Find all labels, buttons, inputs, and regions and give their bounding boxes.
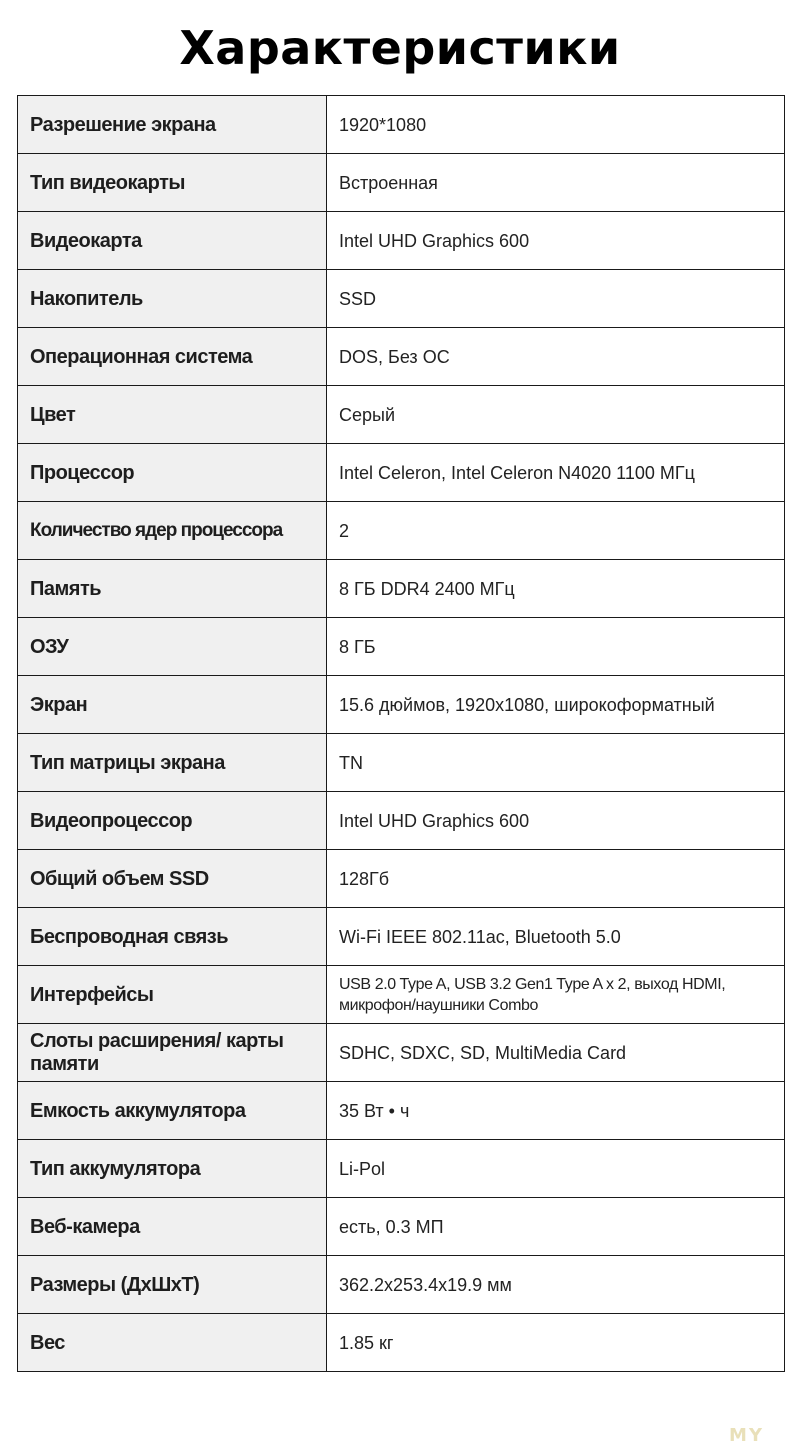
- spec-value: 128Гб: [327, 850, 785, 908]
- table-row: [18, 212, 785, 270]
- page-title: Характеристики: [179, 21, 621, 75]
- table-row: [18, 676, 785, 734]
- spec-value: DOS, Без ОС: [327, 328, 785, 386]
- spec-label: Тип аккумулятора: [18, 1140, 327, 1198]
- spec-label: Количество ядер процессора: [18, 502, 327, 560]
- spec-label: ОЗУ: [18, 618, 327, 676]
- spec-label: Память: [18, 560, 327, 618]
- table-row: [18, 908, 785, 966]
- table-row: [18, 1256, 785, 1314]
- spec-value: SDHC, SDXC, SD, MultiMedia Card: [327, 1024, 785, 1082]
- spec-label: Экран: [18, 676, 327, 734]
- table-row: [18, 444, 785, 502]
- table-row: [18, 502, 785, 560]
- table-row: [18, 386, 785, 444]
- spec-label: Видеопроцессор: [18, 792, 327, 850]
- table-row: [18, 850, 785, 908]
- table-row: [18, 270, 785, 328]
- spec-value: Intel UHD Graphics 600: [327, 212, 785, 270]
- table-row: [18, 154, 785, 212]
- spec-value: 362.2x253.4x19.9 мм: [327, 1256, 785, 1314]
- spec-label: Разрешение экрана: [18, 96, 327, 154]
- spec-value: Intel UHD Graphics 600: [327, 792, 785, 850]
- spec-value: Intel Celeron, Intel Celeron N4020 1100 МГц: [327, 444, 785, 502]
- spec-label: Слоты расширения/ карты памяти: [18, 1024, 327, 1082]
- spec-label: Веб-камера: [18, 1198, 327, 1256]
- table-row: [18, 1024, 785, 1082]
- table-row: [18, 792, 785, 850]
- spec-value: TN: [327, 734, 785, 792]
- spec-label: Видеокарта: [18, 212, 327, 270]
- table-row: [18, 328, 785, 386]
- table-row: [18, 96, 785, 154]
- table-row: [18, 1082, 785, 1140]
- table-row: [18, 966, 785, 1024]
- spec-label: Интерфейсы: [18, 966, 327, 1024]
- spec-value: 35 Вт • ч: [327, 1082, 785, 1140]
- table-row: [18, 1314, 785, 1372]
- spec-label: Тип видеокарты: [18, 154, 327, 212]
- spec-value: 1.85 кг: [327, 1314, 785, 1372]
- spec-table: [17, 95, 785, 1372]
- spec-value: 8 ГБ: [327, 618, 785, 676]
- spec-label: Цвет: [18, 386, 327, 444]
- watermark: MY: [729, 1425, 764, 1446]
- table-row: [18, 1140, 785, 1198]
- spec-value: есть, 0.3 МП: [327, 1198, 785, 1256]
- spec-value: 1920*1080: [327, 96, 785, 154]
- spec-label: Общий объем SSD: [18, 850, 327, 908]
- spec-label: Беспроводная связь: [18, 908, 327, 966]
- spec-value: Встроенная: [327, 154, 785, 212]
- spec-label: Накопитель: [18, 270, 327, 328]
- spec-value: Li-Pol: [327, 1140, 785, 1198]
- spec-value: 8 ГБ DDR4 2400 МГц: [327, 560, 785, 618]
- table-row: [18, 560, 785, 618]
- table-row: [18, 618, 785, 676]
- spec-label: Процессор: [18, 444, 327, 502]
- spec-value: Серый: [327, 386, 785, 444]
- spec-value: USB 2.0 Type A, USB 3.2 Gen1 Type A x 2, выход HDMI, микрофон/наушники Combo: [327, 966, 785, 1024]
- spec-label: Операционная система: [18, 328, 327, 386]
- spec-value: 2: [327, 502, 785, 560]
- spec-value: Wi-Fi IEEE 802.11ac, Bluetooth 5.0: [327, 908, 785, 966]
- spec-label: Емкость аккумулятора: [18, 1082, 327, 1140]
- table-row: [18, 1198, 785, 1256]
- spec-label: Тип матрицы экрана: [18, 734, 327, 792]
- spec-label: Размеры (ДхШхТ): [18, 1256, 327, 1314]
- spec-value: 15.6 дюймов, 1920x1080, широкоформатный: [327, 676, 785, 734]
- table-row: [18, 734, 785, 792]
- spec-label: Вес: [18, 1314, 327, 1372]
- spec-value: SSD: [327, 270, 785, 328]
